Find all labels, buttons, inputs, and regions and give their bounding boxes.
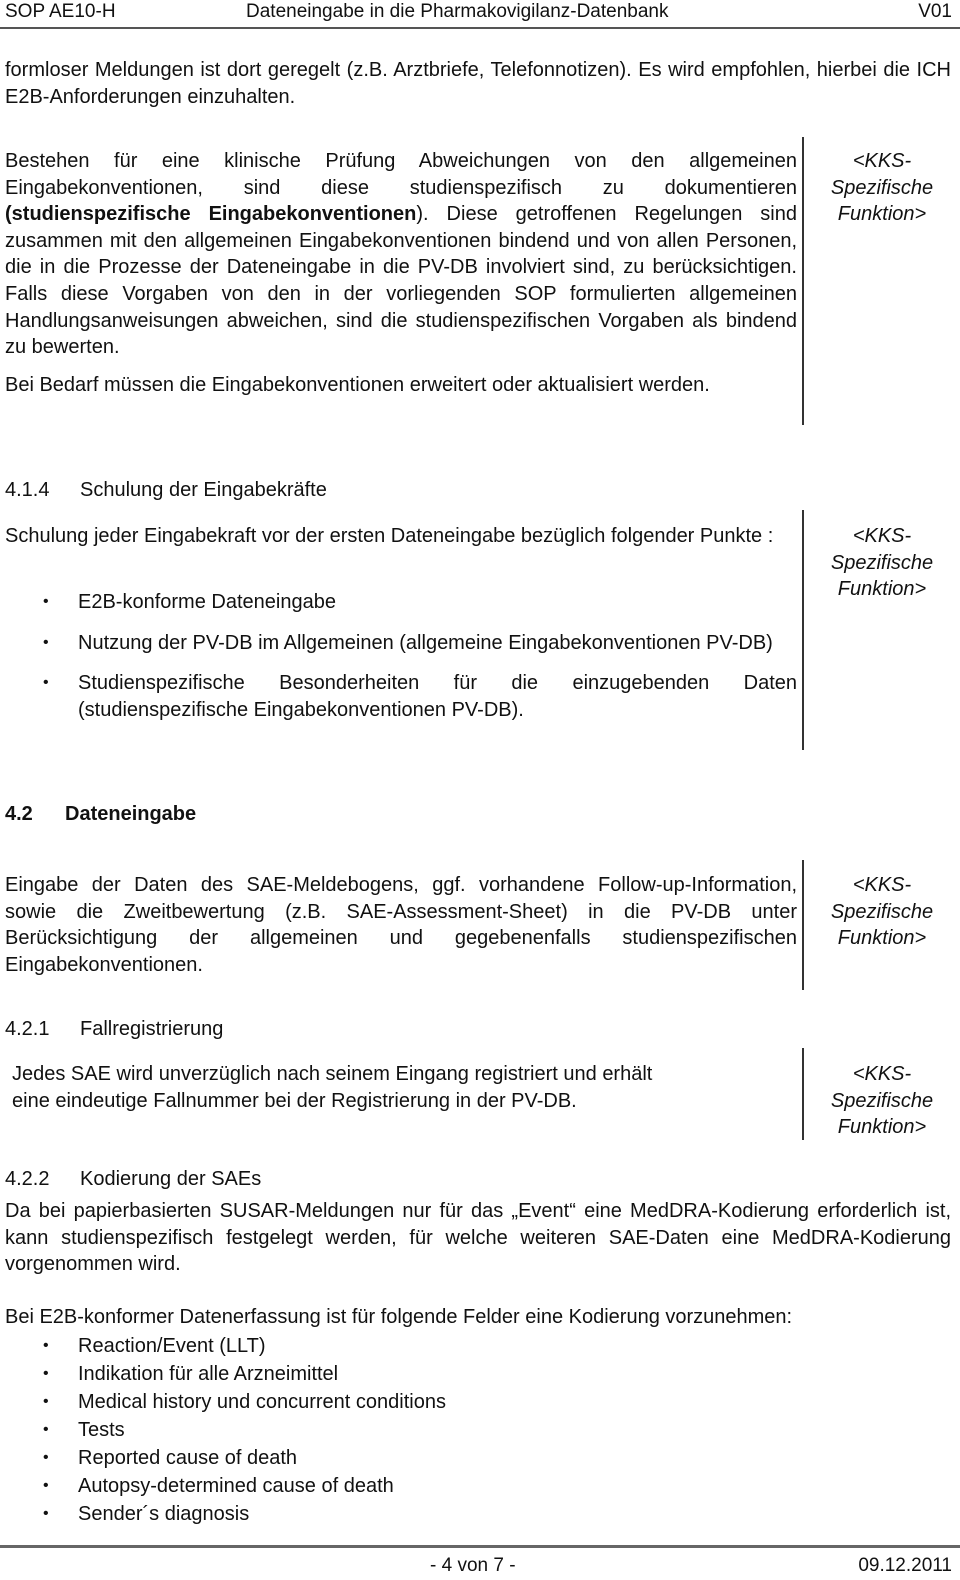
side-line: Funktion> (837, 1116, 927, 1139)
side-line: Funktion> (837, 927, 927, 950)
list-item (5, 670, 797, 723)
section-heading (5, 801, 196, 827)
item-text: E2B-konforme Dateneingabe (78, 591, 336, 613)
side-line: Spezifische (830, 1089, 934, 1112)
bullet-icon: • (43, 674, 49, 692)
coding-paragraph: Da bei papierbasierten SUSAR-Meldungen nur für das „Event“ eine MedDRA-Kodierung erforderlich ist, kann studienspezifisch festgelegt werden, für welche weiteren SAE-Daten eine MedDRA-Kodierung vorgenommen wird. (5, 1200, 951, 1276)
bullet-icon: • (43, 593, 49, 610)
item-text: Medical history und concurrent conditions (78, 1391, 446, 1413)
list-item (5, 1472, 951, 1500)
item-text: Autopsy-determined cause of death (78, 1475, 394, 1497)
list-item (5, 1416, 951, 1444)
item-text: Sender´s diagnosis (78, 1503, 250, 1525)
list-item (5, 630, 797, 657)
item-text: Indikation für alle Arzneimittel (78, 1363, 339, 1385)
document-title: Dateneingabe in die Pharmakovigilanz-Datenbank (246, 1, 669, 22)
side-line: Funktion> (837, 578, 927, 601)
side-line: Spezifische (830, 551, 934, 574)
list-item (5, 589, 797, 616)
margin-bar (802, 137, 804, 425)
footer-date: 09.12.2011 (858, 1555, 952, 1576)
bold-term: (studienspezifische Eingabekonventionen (5, 203, 417, 226)
training-paragraph: Schulung jeder Eingabekraft vor der ersten Dateneingabe bezüglich folgender Punkte : (5, 525, 774, 547)
section-title: Dateneingabe (65, 803, 197, 825)
bullet-icon: • (43, 1505, 49, 1522)
intro-paragraph: formloser Meldungen ist dort geregelt (z.B. Arztbriefe, Telefonnotizen). Es wird empfohlen, hierbei die ICH E2B-Anforderungen einzuhalten. (5, 59, 951, 108)
text: Bestehen für eine klinische Prüfung Abweichungen von den allgemeinen Eingabekonventionen, sind diese studienspezifisch zu dokumentieren (5, 150, 797, 199)
side-note (808, 523, 956, 603)
data-entry-paragraph: Eingabe der Daten des SAE-Meldebogens, ggf. vorhandene Follow-up-Information, sowie die Zweitbewertung (z.B. SAE-Assessment-Sheet) in die PV-DB unter Berücksichtigung der allgemeinen und gegebenenfalls studienspezifischen Eingabekonventionen. (5, 874, 797, 976)
list-item (5, 1444, 951, 1472)
item-text: Studienspezifische Besonderheiten für die einzugebenden Daten (studienspezifische Eingabekonventionen PV-DB). (78, 672, 797, 721)
side-note (808, 872, 956, 952)
coding-fields-list (5, 1332, 951, 1528)
update-paragraph: Bei Bedarf müssen die Eingabekonventionen erweitert oder aktualisiert werden. (5, 374, 710, 396)
bullet-icon: • (43, 1449, 49, 1466)
section-number: 4.2.2 (5, 1168, 50, 1190)
section-heading (5, 1166, 261, 1192)
margin-bar (802, 510, 804, 750)
bullet-icon: • (43, 1365, 49, 1382)
bullet-icon: • (43, 1337, 49, 1354)
side-line: <KKS- (852, 874, 912, 896)
side-line: Funktion> (837, 203, 927, 226)
item-text: Tests (78, 1419, 125, 1441)
side-line: Spezifische (830, 176, 934, 199)
list-item (5, 1360, 951, 1388)
page-footer (0, 1545, 960, 1580)
version: V01 (918, 1, 952, 22)
deviation-paragraph (5, 148, 797, 361)
bullet-icon: • (43, 1477, 49, 1494)
bullet-icon: • (43, 633, 49, 651)
margin-bar (802, 860, 804, 990)
list-item (5, 1332, 951, 1360)
side-note (808, 148, 956, 228)
section-number: 4.1.4 (5, 479, 50, 501)
side-line: Spezifische (830, 900, 934, 923)
page-header (0, 0, 960, 29)
margin-bar (802, 1048, 804, 1140)
text: ). Diese getroffenen Regelungen sind zusammen mit den allgemeinen Eingabekonventionen bindend und von allen Personen, die in die Prozesse der Dateneingabe in die PV-DB involviert sind, zu berücksichtigen. Falls diese Vorgaben von den in der vorliegenden SOP formulierten allgemeinen Handlungsanweisungen abweichen, sind die studienspezifischen Vorgaben als bindend zu bewerten. (5, 203, 797, 359)
sop-id: SOP AE10-H (5, 1, 116, 22)
bullet-icon: • (43, 1421, 49, 1438)
section-title: Fallregistrierung (80, 1018, 224, 1040)
text-line: Jedes SAE wird unverzüglich nach seinem Eingang registriert und erhält (12, 1063, 653, 1085)
side-line: <KKS- (852, 150, 912, 172)
coding-fields-intro: Bei E2B-konformer Datenerfassung ist für folgende Felder eine Kodierung vorzunehmen: (5, 1306, 793, 1328)
side-line: <KKS- (852, 525, 912, 547)
item-text: Nutzung der PV-DB im Allgemeinen (allgemeine Eingabekonventionen PV-DB) (78, 631, 773, 654)
section-number: 4.2 (5, 803, 33, 825)
registration-paragraph (12, 1061, 772, 1114)
training-list (5, 589, 797, 723)
section-number: 4.2.1 (5, 1018, 50, 1040)
side-line: <KKS- (852, 1063, 912, 1085)
text-line: eine eindeutige Fallnummer bei der Registrierung in der PV-DB. (12, 1089, 577, 1112)
section-title: Schulung der Eingabekräfte (80, 479, 327, 501)
section-heading (5, 1016, 223, 1042)
side-note (808, 1061, 956, 1141)
list-item (5, 1500, 951, 1528)
section-heading (5, 477, 327, 503)
list-item (5, 1388, 951, 1416)
section-title: Kodierung der SAEs (80, 1168, 262, 1190)
page-number: - 4 von 7 - (430, 1555, 516, 1576)
bullet-icon: • (43, 1393, 49, 1410)
item-text: Reported cause of death (78, 1447, 298, 1469)
item-text: Reaction/Event (LLT) (78, 1335, 266, 1357)
